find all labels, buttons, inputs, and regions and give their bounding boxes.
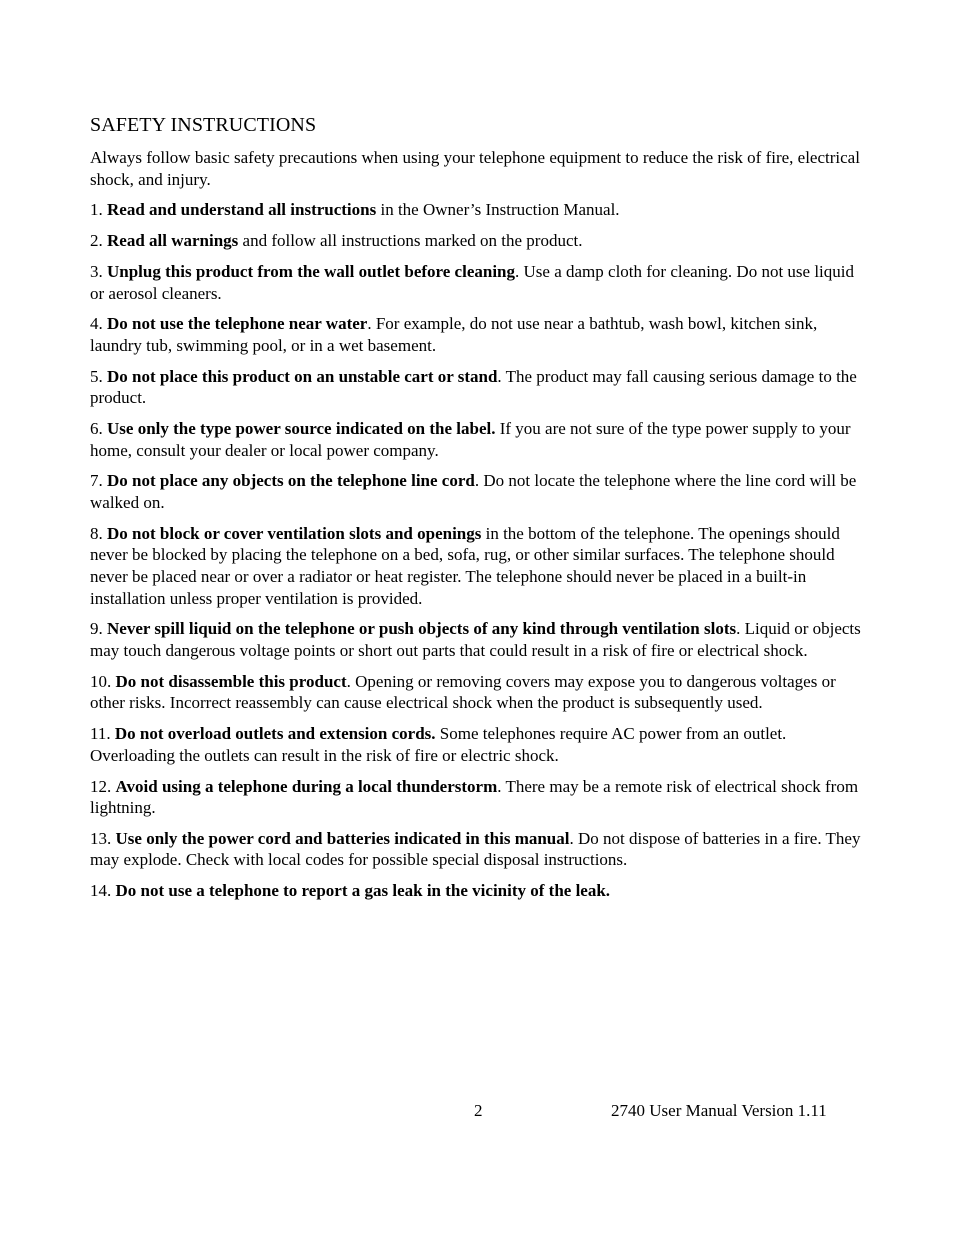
item-emphasis: Use only the type power source indicated on the label. xyxy=(107,419,496,439)
item-emphasis: Read all warnings xyxy=(107,231,239,251)
safety-item-7 xyxy=(90,470,870,513)
item-number: 14. xyxy=(90,881,116,901)
item-number: 11. xyxy=(90,724,115,744)
item-text: in the Owner’s Instruction Manual. xyxy=(376,200,620,220)
item-number: 2. xyxy=(90,231,107,251)
safety-item-14 xyxy=(90,880,870,902)
item-number: 10. xyxy=(90,671,116,691)
item-text: . For example, do not use near a bathtub, wash bowl, kitchen sink, laundry tub, swimming pool, or in a wet basement. xyxy=(90,314,818,355)
intro-paragraph: Always follow basic safety precautions when using your telephone equipment to reduce the risk of fire, electrical shock, and injury. xyxy=(90,148,860,189)
item-emphasis: Do not use the telephone near water xyxy=(107,314,368,334)
item-number: 8. xyxy=(90,523,107,543)
safety-item-11 xyxy=(90,723,870,766)
item-number: 5. xyxy=(90,366,107,386)
item-text: in the bottom of the telephone. The openings should never be blocked by placing the telephone on a bed, sofa, rug, or other similar surfaces. The telephone should never be placed near or over a radiator or heat register. The telephone should never be placed in a built-in installation unless proper ventilation is provided. xyxy=(90,523,840,608)
item-text: . Opening or removing covers may expose you to dangerous voltages or other risks. Incorrect reassembly can cause electrical shock when the product is subsequently used. xyxy=(90,671,836,713)
item-emphasis: Use only the power cord and batteries indicated in this manual xyxy=(115,828,570,848)
document-body xyxy=(90,112,870,911)
section-heading: SAFETY INSTRUCTIONS xyxy=(90,114,317,136)
item-emphasis: Read and understand all instructions xyxy=(107,200,377,220)
item-number: 4. xyxy=(90,314,107,334)
safety-item-10 xyxy=(90,671,870,714)
manual-version: 2740 User Manual Version 1.11 xyxy=(611,1101,827,1120)
item-emphasis: Do not place this product on an unstable cart or stand xyxy=(107,366,498,386)
item-number: 7. xyxy=(90,471,107,491)
safety-item-6 xyxy=(90,418,870,461)
item-text: . Do not locate the telephone where the line cord will be walked on. xyxy=(90,471,857,513)
item-text: . Use a damp cloth for cleaning. Do not use liquid or aerosol cleaners. xyxy=(90,261,854,303)
item-emphasis: Avoid using a telephone during a local thunderstorm xyxy=(115,776,498,796)
item-text: . Do not dispose of batteries in a fire. They may explode. Check with local codes for possible special disposal instructions. xyxy=(90,828,861,870)
item-number: 6. xyxy=(90,419,107,439)
item-text: If you are not sure of the type power supply to your home, consult your dealer or local power company. xyxy=(90,419,851,460)
safety-item-8 xyxy=(90,523,870,609)
safety-item-3 xyxy=(90,261,870,304)
safety-item-13 xyxy=(90,828,870,871)
safety-item-12 xyxy=(90,776,870,819)
safety-item-5 xyxy=(90,366,870,409)
item-text: . The product may fall causing serious damage to the product. xyxy=(90,366,857,408)
item-number: 1. xyxy=(90,200,107,220)
item-text: and follow all instructions marked on the product. xyxy=(238,231,583,251)
item-emphasis: Never spill liquid on the telephone or push objects of any kind through ventilation slots xyxy=(107,619,737,639)
item-number: 3. xyxy=(90,261,107,281)
item-emphasis: Do not place any objects on the telephone line cord xyxy=(107,471,475,491)
safety-item-4 xyxy=(90,313,870,356)
item-emphasis: Do not overload outlets and extension cords. xyxy=(114,724,436,744)
item-number: 13. xyxy=(90,828,116,848)
page-number: 2 xyxy=(474,1101,483,1120)
safety-item-2 xyxy=(90,230,870,252)
item-emphasis: Unplug this product from the wall outlet before cleaning xyxy=(107,261,516,281)
item-emphasis: Do not use a telephone to report a gas leak in the vicinity of the leak. xyxy=(115,881,611,901)
item-text: . There may be a remote risk of electrical shock from lightning. xyxy=(90,776,859,818)
item-emphasis: Do not disassemble this product xyxy=(115,671,347,691)
item-number: 9. xyxy=(90,619,107,639)
item-text: . Liquid or objects may touch dangerous voltage points or short out parts that could result in a risk of fire or electrical shock. xyxy=(90,619,861,660)
item-emphasis: Do not block or cover ventilation slots and openings xyxy=(107,523,482,543)
item-text: Some telephones require AC power from an outlet. Overloading the outlets can result in the risk of fire or electric shock. xyxy=(90,724,787,765)
safety-item-9 xyxy=(90,618,870,661)
safety-item-1 xyxy=(90,199,870,221)
item-number: 12. xyxy=(90,776,116,796)
